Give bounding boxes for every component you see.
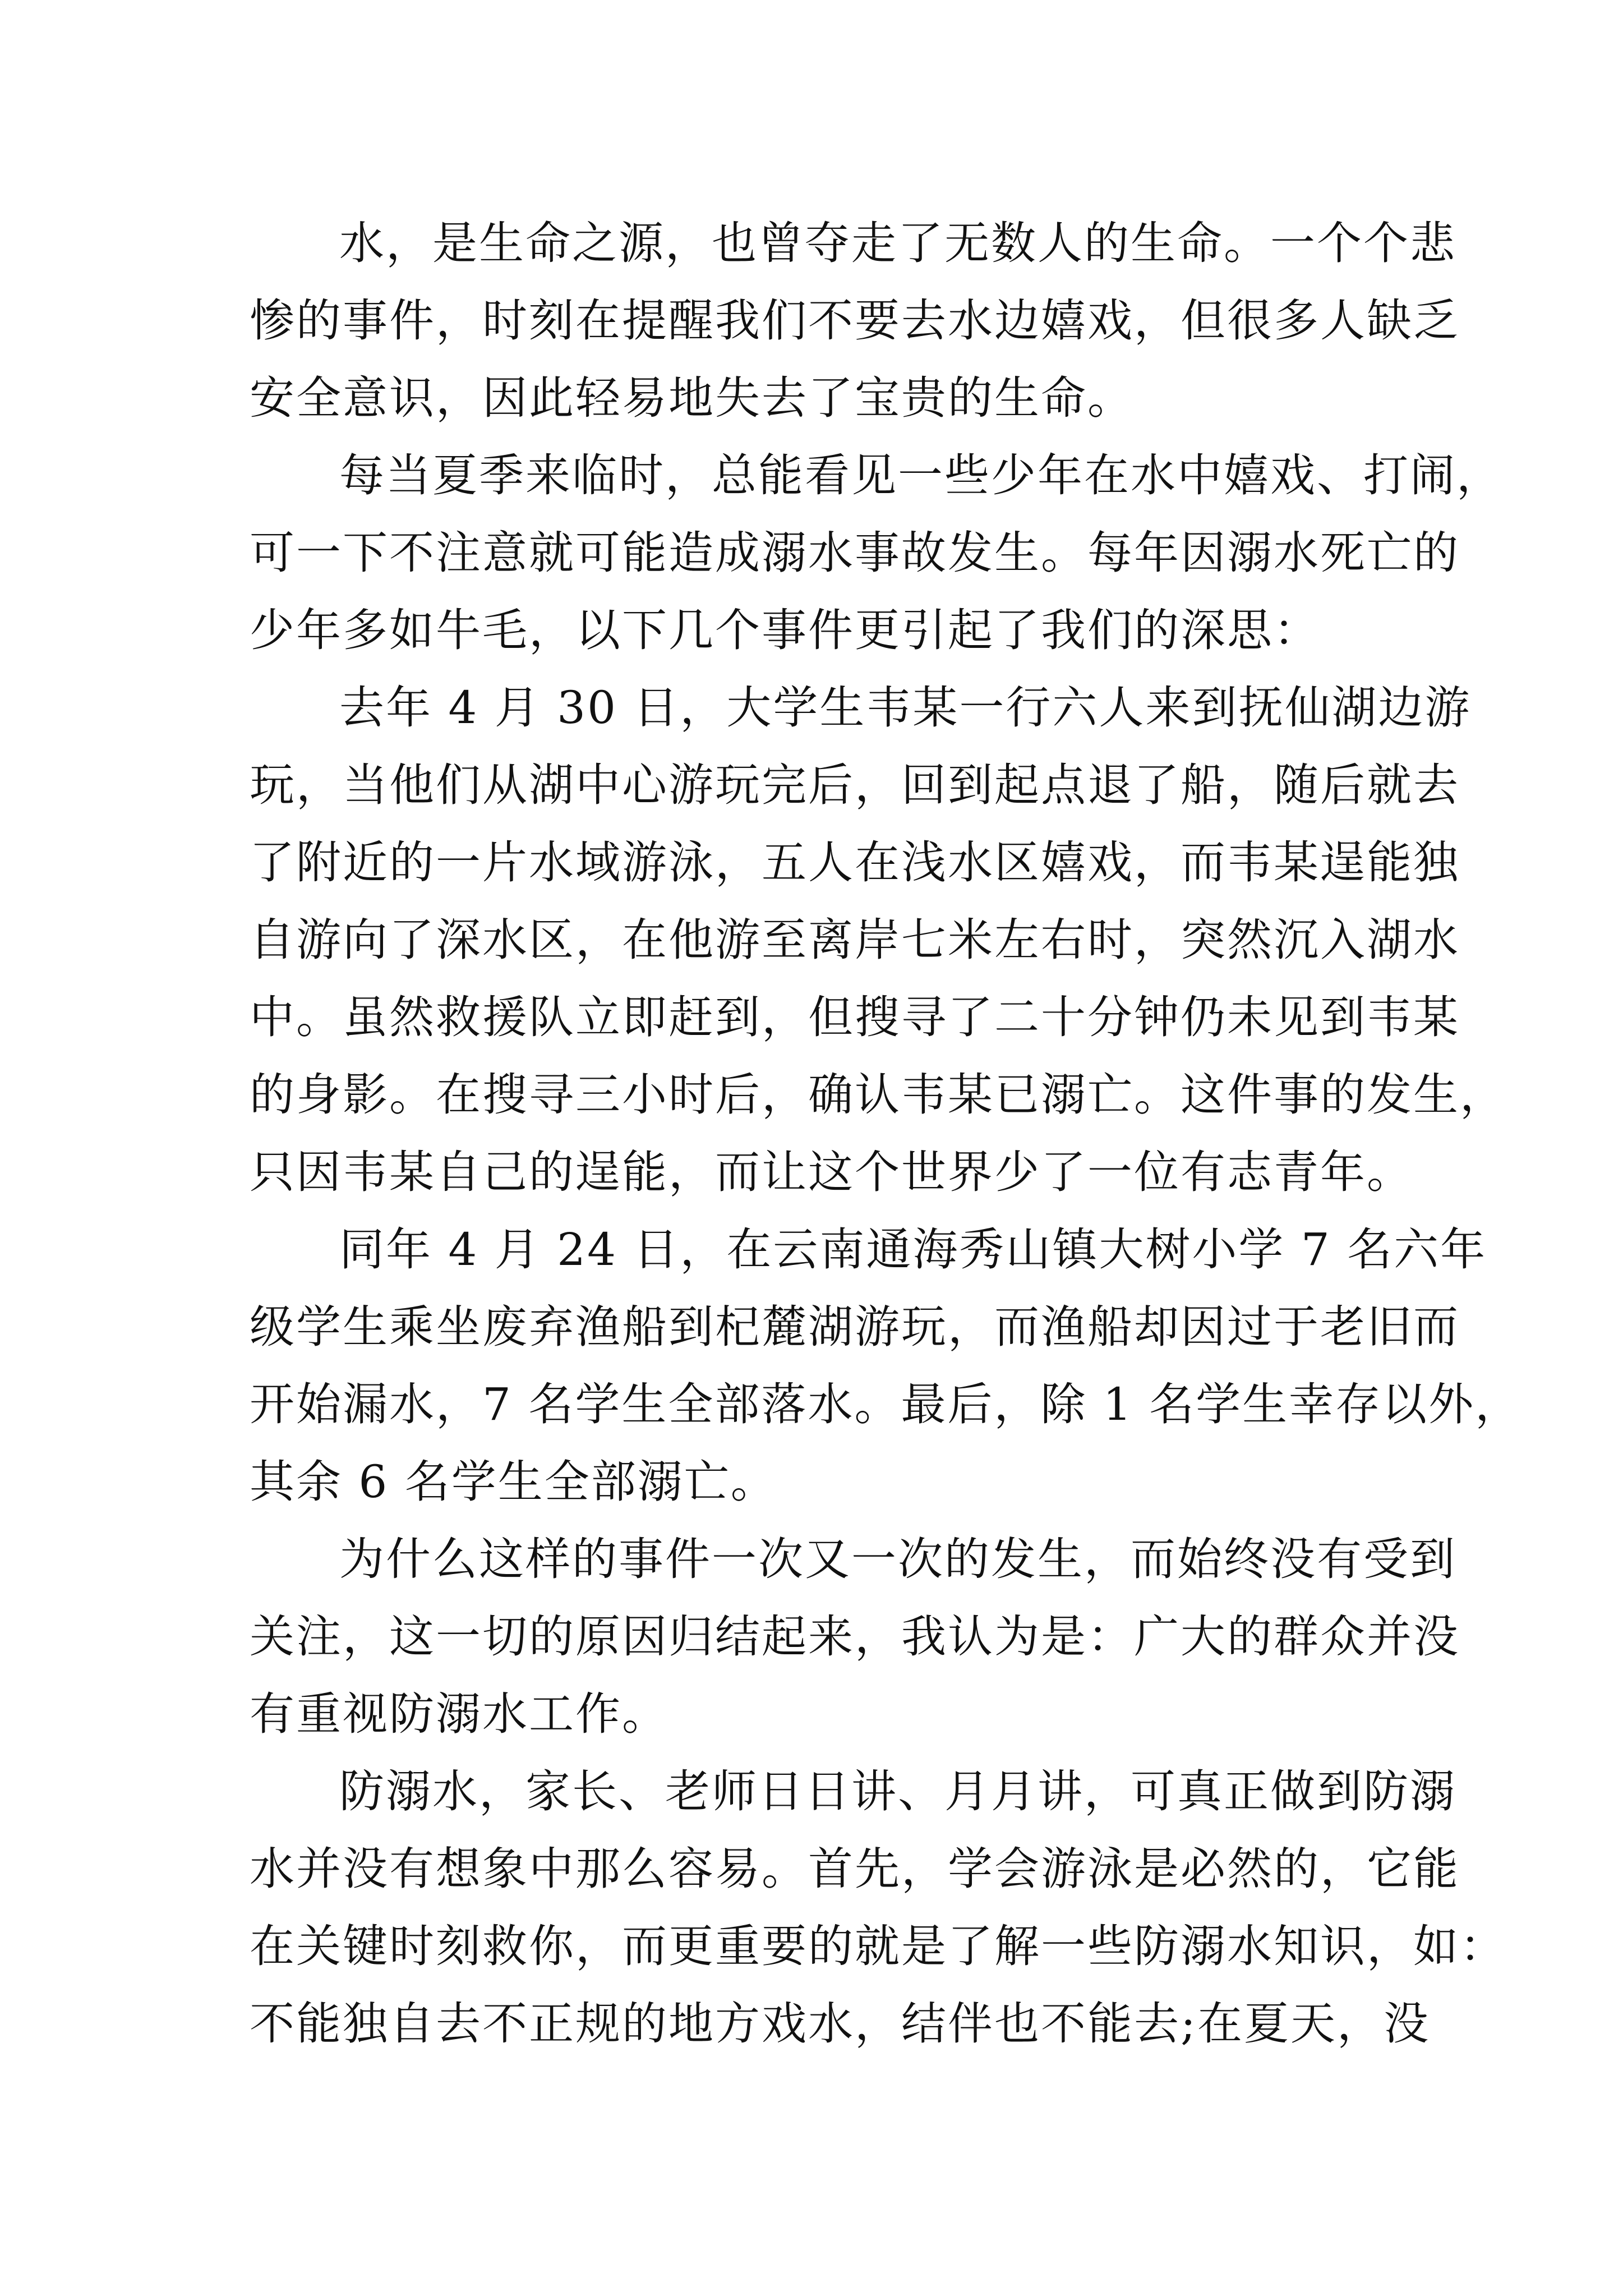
text-line: 为什么这样的事件一次又一次的发生，而始终没有受到 <box>339 1533 1456 1585</box>
text-line: 的身影。在搜寻三小时后，确认韦某已溺亡。这件事的发生， <box>250 1069 1506 1121</box>
text-line: 安全意识，因此轻易地失去了宝贵的生命。 <box>250 372 1134 424</box>
text-line: 可一下不注意就可能造成溺水事故发生。每年因溺水死亡的 <box>250 527 1460 579</box>
text-line: 水，是生命之源，也曾夺走了无数人的生命。一个个悲 <box>339 217 1456 269</box>
paragraph-reason <box>250 1521 1460 1753</box>
text-line: 同年 4 月 24 日，在云南通海秀山镇大树小学 7 名六年 <box>339 1223 1487 1276</box>
text-line: 开始漏水，7 名学生全部落水。最后，除 1 名学生幸存以外， <box>250 1378 1522 1430</box>
text-line: 关注，这一切的原因归结起来，我认为是：广大的群众并没 <box>250 1611 1460 1663</box>
text-line: 级学生乘坐废弃渔船到杞麓湖游玩，而渔船却因过于老旧而 <box>250 1301 1460 1353</box>
paragraph-case-fuxian-lake <box>250 669 1506 1211</box>
text-line: 在关键时刻救你，而更重要的就是了解一些防溺水知识，如： <box>250 1920 1506 1972</box>
paragraph-summer <box>250 437 1503 669</box>
text-line: 每当夏季来临时，总能看见一些少年在水中嬉戏、打闹， <box>339 449 1503 501</box>
text-line: 去年 4 月 30 日，大学生韦某一行六人来到抚仙湖边游 <box>339 682 1472 734</box>
text-line: 少年多如牛毛，以下几个事件更引起了我们的深思： <box>250 604 1320 656</box>
text-line: 防溺水，家长、老师日日讲、月月讲，可真正做到防溺 <box>339 1765 1456 1818</box>
paragraph-case-qilu-lake <box>250 1211 1522 1521</box>
text-line: 有重视防溺水工作。 <box>250 1688 668 1740</box>
text-line: 其余 6 名学生全部溺亡。 <box>250 1456 777 1508</box>
text-line: 玩，当他们从湖中心游玩完后，回到起点退了船，随后就去 <box>250 759 1460 811</box>
text-line: 水并没有想象中那么容易。首先，学会游泳是必然的，它能 <box>250 1843 1460 1895</box>
text-line: 只因韦某自己的逞能，而让这个世界少了一位有志青年。 <box>250 1146 1413 1198</box>
paragraph-intro <box>250 205 1460 437</box>
text-line: 惨的事件，时刻在提醒我们不要去水边嬉戏，但很多人缺乏 <box>250 295 1460 347</box>
text-line: 了附近的一片水域游泳，五人在浅水区嬉戏，而韦某逞能独 <box>250 836 1460 889</box>
text-line: 中。虽然救援队立即赶到，但搜寻了二十分钟仍未见到韦某 <box>250 991 1460 1043</box>
text-line: 不能独自去不正规的地方戏水，结伴也不能去;在夏天，没 <box>250 1998 1430 2050</box>
document-body <box>250 205 1522 2063</box>
text-line: 自游向了深水区，在他游至离岸七米左右时，突然沉入湖水 <box>250 914 1460 966</box>
paragraph-prevention <box>250 1753 1506 2063</box>
